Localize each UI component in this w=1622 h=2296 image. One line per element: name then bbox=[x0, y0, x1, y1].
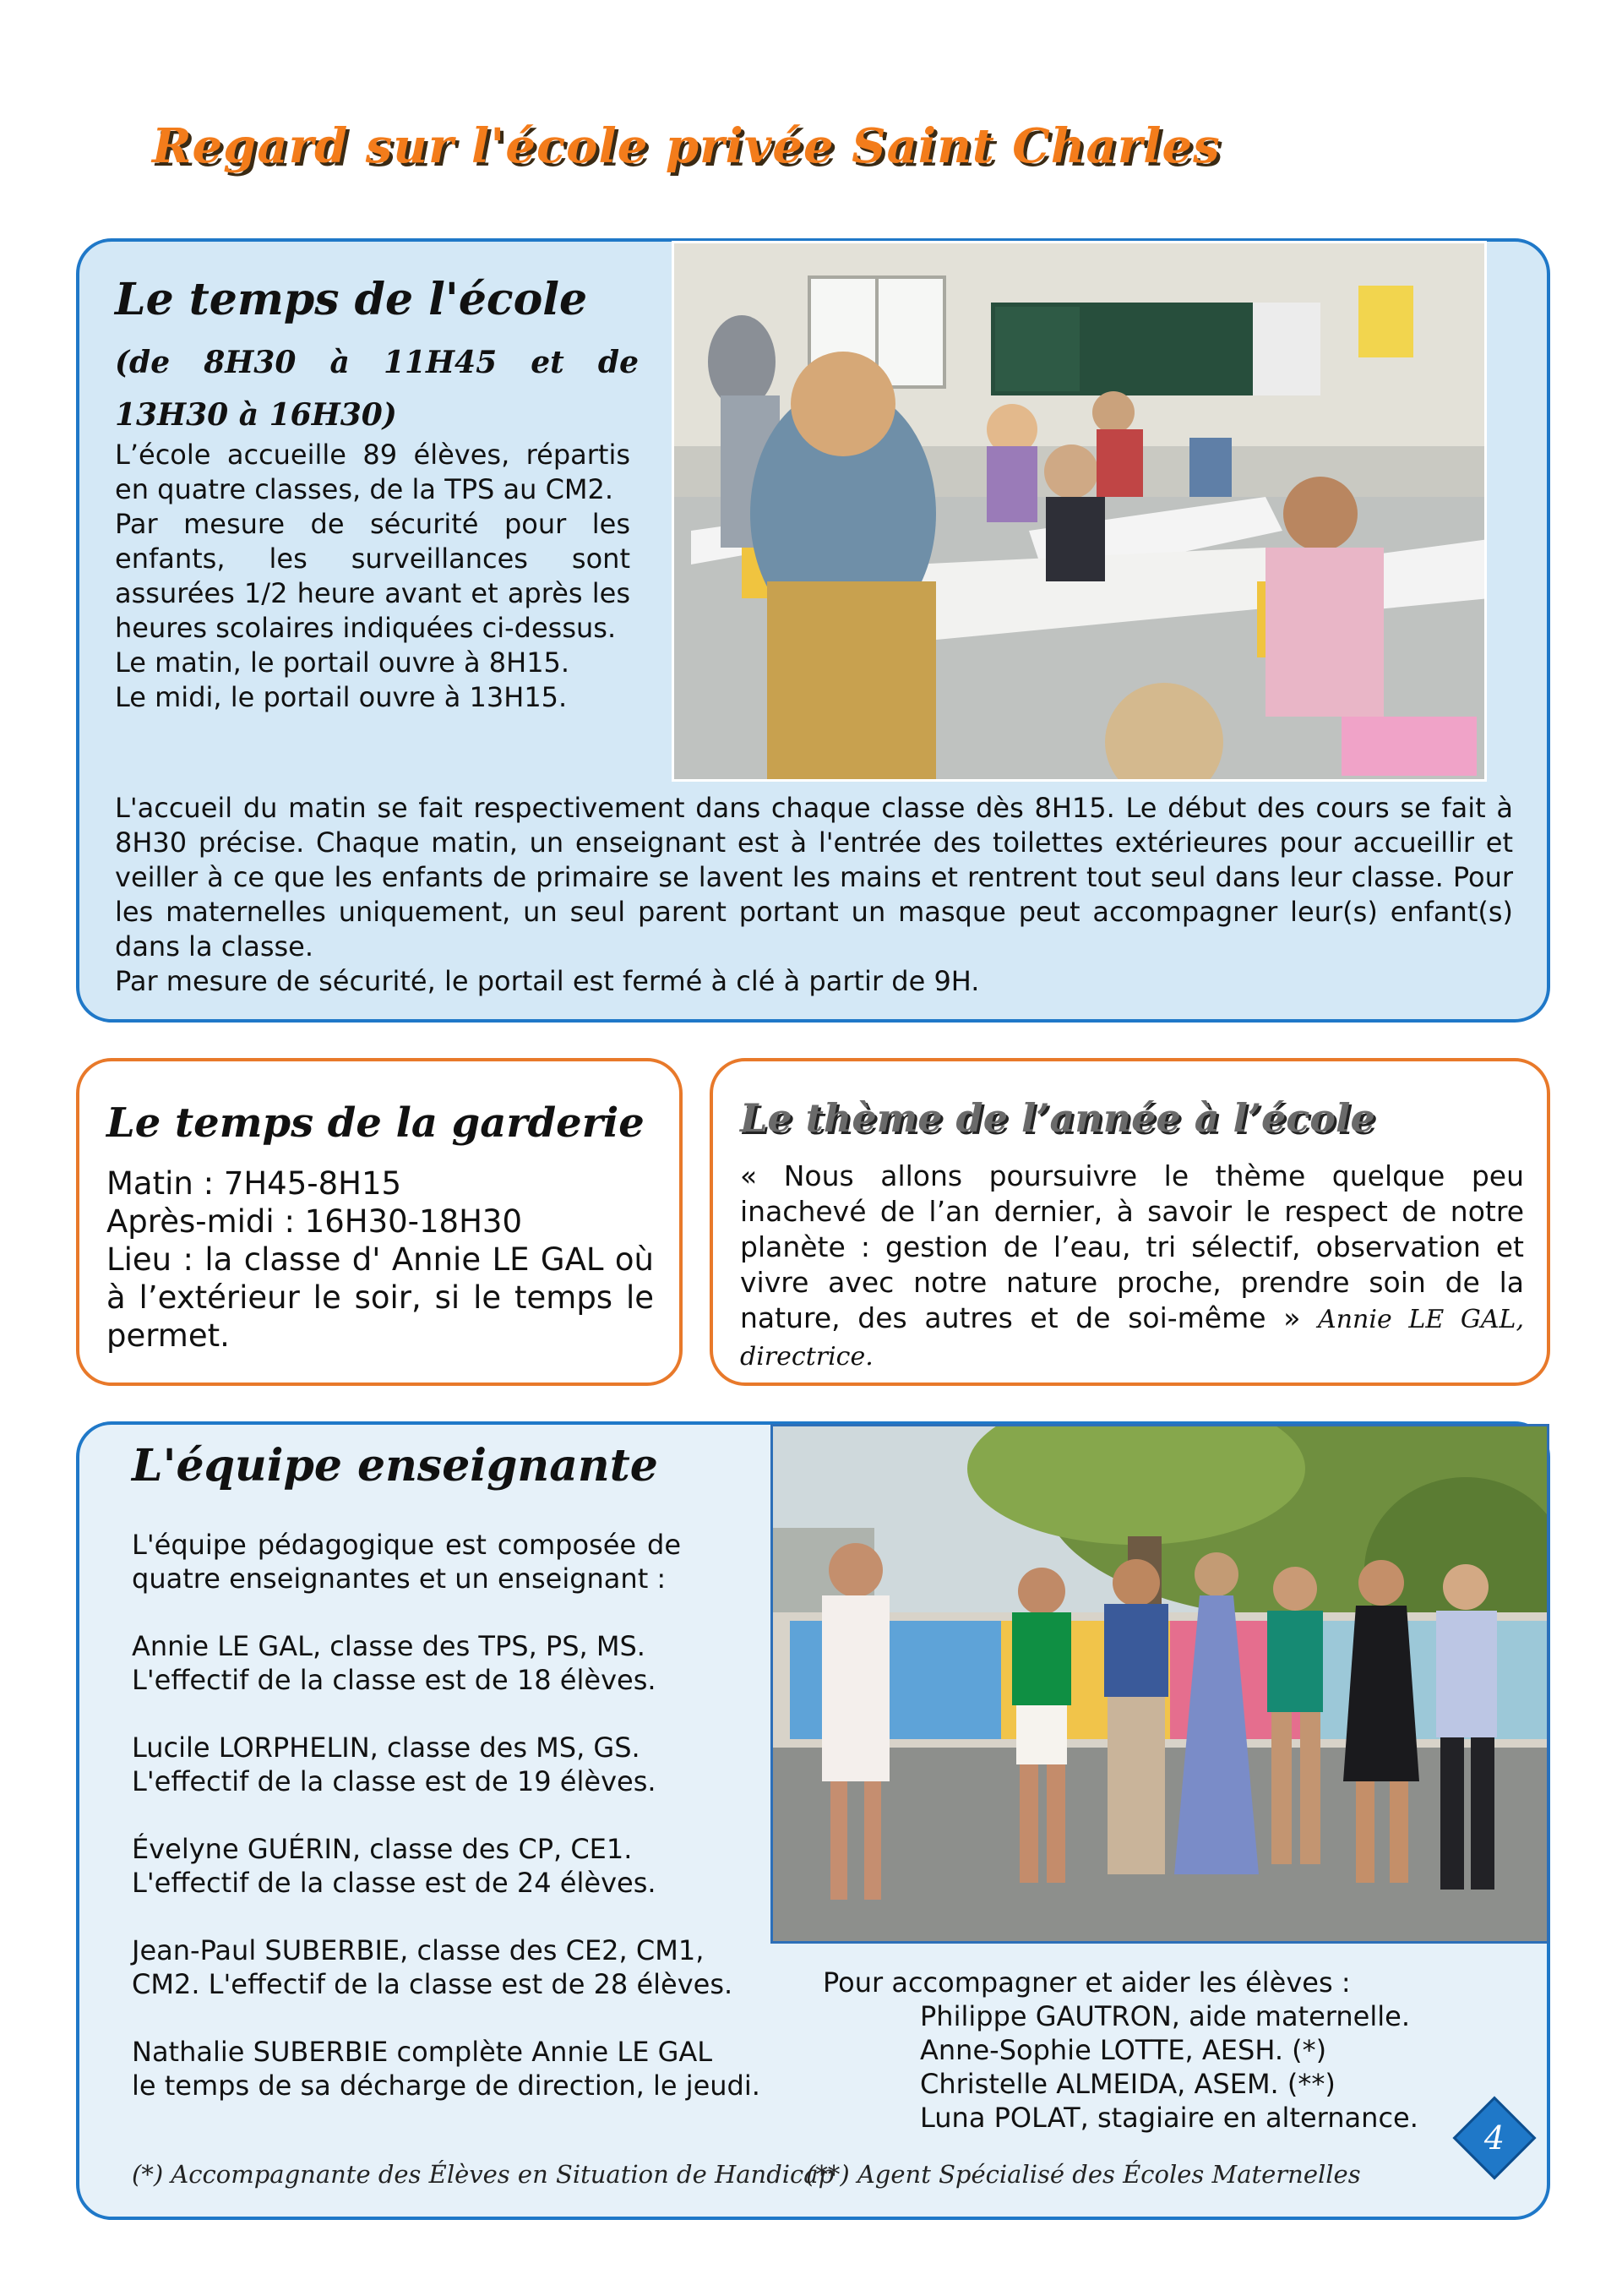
theme-author: Annie LE GAL, directrice. bbox=[740, 1305, 1524, 1372]
school-intro: L’école accueille 89 élèves, répartis en quatre classes, de la TPS au CM2. bbox=[115, 439, 630, 505]
member-4-line1: Jean-Paul SUBERBIE, classe des CE2, CM1, bbox=[132, 1934, 705, 1966]
nathalie-line1: Nathalie SUBERBIE complète Annie LE GAL bbox=[132, 2036, 713, 2068]
classroom-photo-illustration bbox=[674, 243, 1487, 782]
team-photo-illustration bbox=[773, 1426, 1549, 1944]
helper-1: Philippe GAUTRON, aide maternelle. bbox=[920, 2000, 1410, 2032]
page-number: 4 bbox=[1483, 2119, 1505, 2157]
school-security: Par mesure de sécurité pour les enfants, les surveillances sont assurées 1/2 heure avant et après les heures scolaires indiquées ci-dessus. bbox=[115, 508, 630, 644]
daycare-text bbox=[106, 1164, 654, 1355]
member-2-line1: Lucile LORPHELIN, classe des MS, GS. bbox=[132, 1732, 640, 1764]
member-4-line2: CM2. L'effectif de la classe est de 28 élèves. bbox=[132, 1968, 733, 2000]
daycare-place: Lieu : la classe d' Annie LE GAL où à l’extérieur le soir, si le temps le permet. bbox=[106, 1241, 654, 1354]
school-time-title: Le temps de l'école bbox=[115, 274, 588, 325]
footnote-aesh: (*) Accompagnante des Élèves en Situation de Handicap bbox=[132, 2160, 835, 2189]
school-welcome: L'accueil du matin se fait respectivement dans chaque classe dès 8H15. Le début des cours se fait à 8H30 précise. Chaque matin, un enseignant est à l'entrée des toilettes extérieures pour accueillir et veiller à ce que les enfants de primaire se lavent les mains et rentrent tout seul dans leur classe. Pour les maternelles uniquement, un seul parent portant un masque peut accompagner leur(s) enfant(s) dans la classe. bbox=[115, 792, 1513, 963]
page-title: Regard sur l'école privée Saint Charles bbox=[152, 118, 1221, 174]
morning-gate: Le matin, le portail ouvre à 8H15. bbox=[115, 646, 570, 679]
member-1-line2: L'effectif de la classe est de 18 élèves. bbox=[132, 1664, 656, 1696]
helpers-text bbox=[823, 1966, 1516, 2135]
daycare-morning: Matin : 7H45-8H15 bbox=[106, 1165, 402, 1202]
daycare-title: Le temps de la garderie bbox=[106, 1099, 645, 1147]
school-hours: (de 8H30 à 11H45 et de 13H30 à 16H30) bbox=[115, 345, 639, 433]
helper-2: Anne-Sophie LOTTE, AESH. (*) bbox=[920, 2034, 1327, 2066]
classroom-photo bbox=[672, 241, 1487, 782]
nathalie-line2: le temps de sa décharge de direction, le jeudi. bbox=[132, 2070, 760, 2102]
team-title: L'équipe enseignante bbox=[132, 1440, 658, 1492]
daycare-box bbox=[76, 1058, 683, 1386]
member-1-line1: Annie LE GAL, classe des TPS, PS, MS. bbox=[132, 1630, 645, 1662]
team-intro: L'équipe pédagogique est composée de quatre enseignantes et un enseignant : bbox=[132, 1529, 681, 1595]
school-intro-text bbox=[115, 438, 630, 715]
member-2-line2: L'effectif de la classe est de 19 élèves. bbox=[132, 1765, 656, 1797]
school-locked: Par mesure de sécurité, le portail est fermé à clé à partir de 9H. bbox=[115, 965, 980, 997]
team-text bbox=[132, 1528, 760, 2102]
school-welcome-text bbox=[115, 791, 1513, 999]
footnote-asem: (**) Agent Spécialisé des Écoles Maternelles bbox=[806, 2160, 1361, 2189]
member-3-line2: L'effectif de la classe est de 24 élèves. bbox=[132, 1867, 656, 1899]
theme-quote: « Nous allons poursuivre le thème quelque peu inachevé de l’an dernier, à savoir le respect de notre planète : gestion de l’eau, tri sélectif, observation et vivre avec notre nature proche, prendre soin de la nature, des autres et de soi-même » bbox=[740, 1159, 1524, 1334]
team-photo bbox=[770, 1424, 1549, 1944]
noon-gate: Le midi, le portail ouvre à 13H15. bbox=[115, 681, 568, 713]
theme-box bbox=[710, 1058, 1550, 1386]
theme-text bbox=[740, 1159, 1524, 1375]
helpers-title: Pour accompagner et aider les élèves : bbox=[823, 1966, 1351, 1999]
theme-title: Le thème de l’année à l’école bbox=[740, 1095, 1375, 1141]
daycare-afternoon: Après-midi : 16H30-18H30 bbox=[106, 1203, 522, 1240]
member-3-line1: Évelyne GUÉRIN, classe des CP, CE1. bbox=[132, 1833, 633, 1865]
helper-4: Luna POLAT, stagiaire en alternance. bbox=[920, 2102, 1418, 2134]
helper-3: Christelle ALMEIDA, ASEM. (**) bbox=[920, 2068, 1336, 2100]
